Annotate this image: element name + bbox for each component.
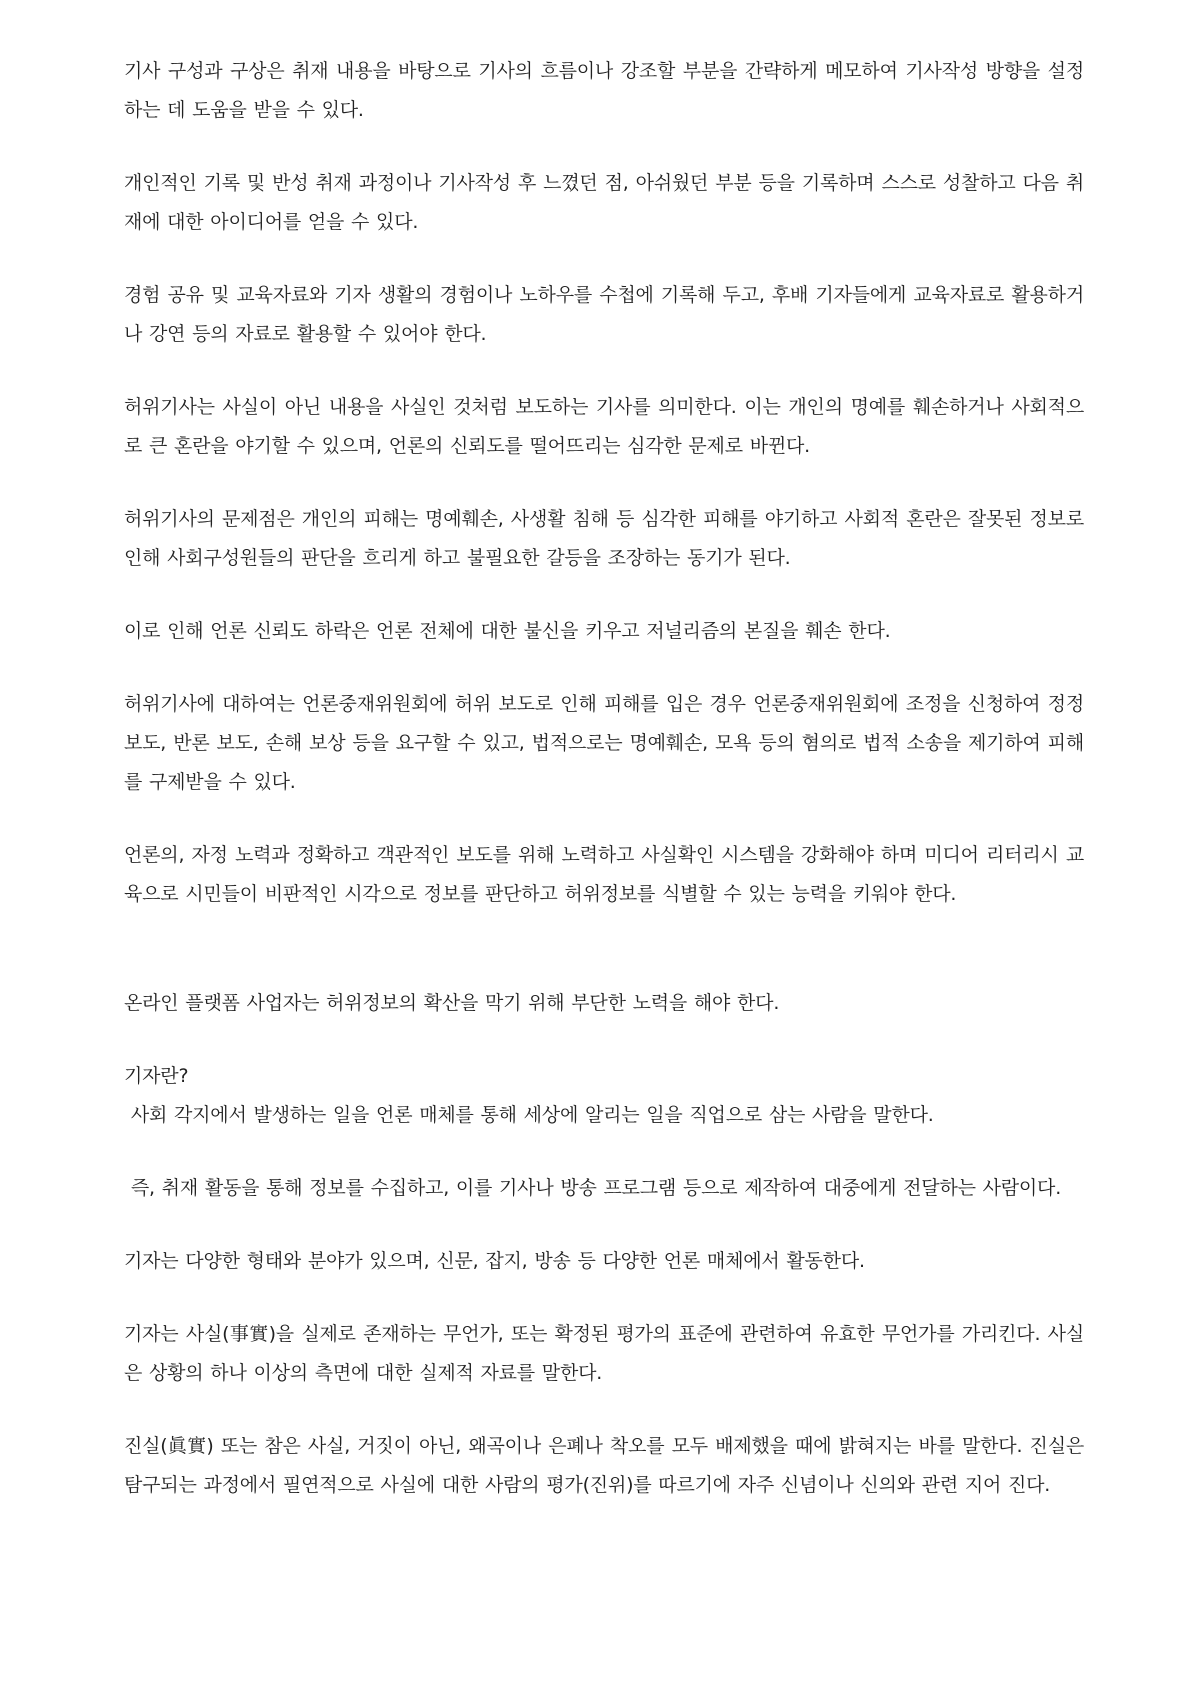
paragraph-spacer [124, 1135, 1084, 1169]
paragraph-false-article-definition: 허위기사는 사실이 아닌 내용을 사실인 것처럼 보도하는 기사를 의미한다. 이는 개인의 명예를 훼손하거나 사회적으로 큰 혼란을 야기할 수 있으며, 언론의 신뢰도를 떨어뜨리는 심각한 문제로 바뀐다. [124, 396, 1084, 457]
paragraph-spacer [124, 130, 1084, 164]
paragraph-experience-sharing: 경험 공유 및 교육자료와 기자 생활의 경험이나 노하우를 수첩에 기록해 두고, 후배 기자들에게 교육자료로 활용하거나 강연 등의 자료로 활용할 수 있어야 한다. [124, 284, 1084, 345]
heading-what-is-journalist: 기자란? [124, 1065, 189, 1087]
paragraph-spacer [124, 1023, 1084, 1057]
paragraph-journalist-definition: 사회 각지에서 발생하는 일을 언론 매체를 통해 세상에 알리는 일을 직업으로 삼는 사람을 말한다. [124, 1104, 934, 1126]
paragraph-trust-decline: 이로 인해 언론 신뢰도 하락은 언론 전체에 대한 불신을 키우고 저널리즘의 본질을 훼손 한다. [124, 620, 891, 642]
paragraph-fact-definition: 기자는 사실(事實)을 실제로 존재하는 무언가, 또는 확정된 평가의 표준에 관련하여 유효한 무언가를 가리킨다. 사실은 상황의 하나 이상의 측면에 대한 실제적 자료를 말한다. [124, 1323, 1084, 1384]
paragraph-spacer [124, 802, 1084, 836]
paragraph-article-structure: 기사 구성과 구상은 취재 내용을 바탕으로 기사의 흐름이나 강조할 부분을 간략하게 메모하여 기사작성 방향을 설정하는 데 도움을 받을 수 있다. [124, 60, 1084, 121]
paragraph-spacer [124, 1208, 1084, 1242]
paragraph-journalist-role: 즉, 취재 활동을 통해 정보를 수집하고, 이를 기사나 방송 프로그램 등으로 제작하여 대중에게 전달하는 사람이다. [124, 1177, 1062, 1199]
paragraph-online-platforms: 온라인 플랫폼 사업자는 허위정보의 확산을 막기 위해 부단한 노력을 해야 한다. [124, 992, 780, 1014]
paragraph-media-self-regulation: 언론의, 자정 노력과 정확하고 객관적인 보도를 위해 노력하고 사실확인 시스템을 강화해야 하며 미디어 리터리시 교육으로 시민들이 비판적인 시각으로 정보를 판단하고 허위정보를 식별할 수 있는 능력을 키워야 한다. [124, 844, 1084, 905]
paragraph-spacer [124, 354, 1084, 388]
paragraph-false-article-problems: 허위기사의 문제점은 개인의 피해는 명예훼손, 사생활 침해 등 심각한 피해를 야기하고 사회적 혼란은 잘못된 정보로 인해 사회구성원들의 판단을 흐리게 하고 불필요한 갈등을 조장하는 동기가 된다. [124, 508, 1084, 569]
paragraph-spacer [124, 466, 1084, 500]
paragraph-personal-record: 개인적인 기록 및 반성 취재 과정이나 기사작성 후 느꼈던 점, 아쉬웠던 부분 등을 기록하며 스스로 성찰하고 다음 취재에 대한 아이디어를 얻을 수 있다. [124, 172, 1084, 233]
paragraph-spacer [124, 578, 1084, 612]
document-body [124, 52, 1084, 1505]
paragraph-spacer [124, 651, 1084, 685]
paragraph-remedies: 허위기사에 대하여는 언론중재위원회에 허위 보도로 인해 피해를 입은 경우 언론중재위원회에 조정을 신청하여 정정 보도, 반론 보도, 손해 보상 등을 요구할 수 있고, 법적으로는 명예훼손, 모욕 등의 혐의로 법적 소송을 제기하여 피해를 구제받을 수 있다. [124, 693, 1084, 793]
paragraph-journalist-types: 기자는 다양한 형태와 분야가 있으며, 신문, 잡지, 방송 등 다양한 언론 매체에서 활동한다. [124, 1250, 865, 1272]
paragraph-spacer [124, 242, 1084, 276]
paragraph-spacer [124, 914, 1084, 984]
paragraph-truth-definition: 진실(眞實) 또는 참은 사실, 거짓이 아닌, 왜곡이나 은폐나 착오를 모두 배제했을 때에 밝혀지는 바를 말한다. 진실은 탐구되는 과정에서 필연적으로 사실에 대한 사람의 평가(진위)를 따르기에 자주 신념이나 신의와 관련 지어 진다. [124, 1435, 1084, 1496]
paragraph-spacer [124, 1393, 1084, 1427]
paragraph-spacer [124, 1281, 1084, 1315]
